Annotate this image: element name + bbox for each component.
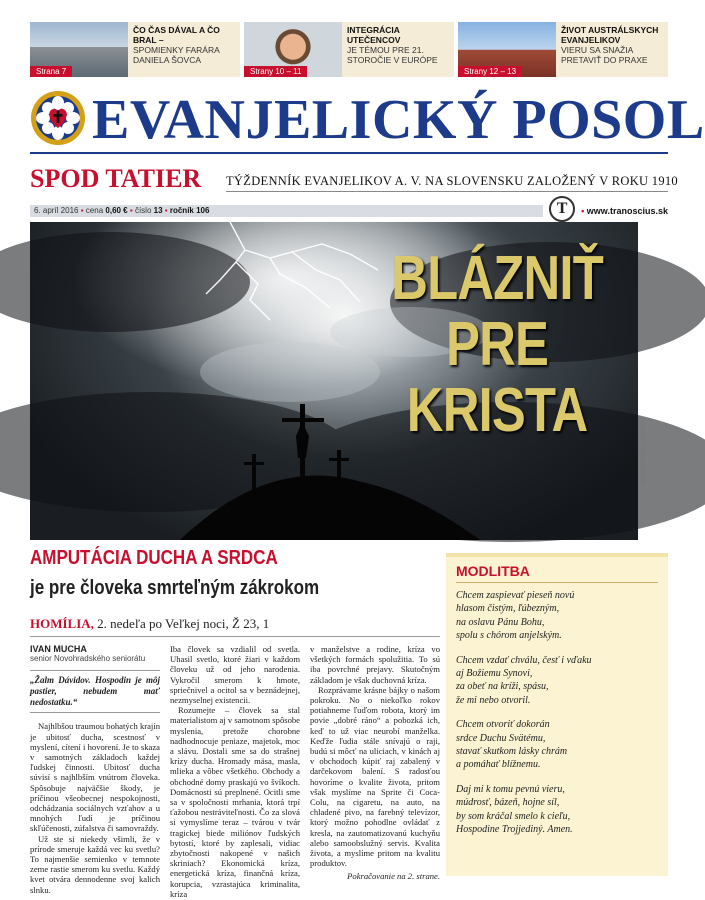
prayer-line: aj Božiemu Synovi, <box>456 668 533 680</box>
issue-price-label: cena <box>85 206 104 215</box>
prayer-line: Daj mi k tomu pevnú vieru, <box>456 783 565 795</box>
paragraph: Už ste si niekedy všimli, že v prírode smeruje každá vec ku svetlu? To najmenšie semienko v temnote zeme rastie smerom ku svetlu. Každý kvet otvára dennodenne svoj kalich slnku. <box>30 833 160 895</box>
teaser-1-title: ČO ČAS DÁVAL A ČO BRAL – <box>133 25 220 45</box>
article-body <box>30 644 440 899</box>
teaser-3-body: VIERU SA SNAŽIA PRETAVIŤ DO PRAXE <box>561 45 648 65</box>
bullet-icon: ▪ <box>129 206 133 215</box>
prayer-line: a pomáhať blížnemu. <box>456 759 541 771</box>
teaser-2[interactable] <box>244 22 454 77</box>
subheading-row <box>30 164 678 194</box>
prayer-line: že mi nebo otvoril. <box>456 694 531 706</box>
prayer-line: Chcem otvoriť dokorán <box>456 719 550 731</box>
masthead <box>30 84 705 154</box>
newspaper-tagline: TÝŽDENNÍK EVANJELIKOV A. V. NA SLOVENSKU ZALOŽENÝ V ROKU 1910 <box>226 174 678 188</box>
prayer-stanza-3 <box>456 718 658 772</box>
teaser-3-title: ŽIVOT AUSTRÁLSKYCH EVANJELIKOV <box>561 25 659 45</box>
teaser-3[interactable] <box>458 22 668 77</box>
homily-reference: 2. nedeľa po Veľkej noci, Ž 23, 1 <box>97 616 270 631</box>
prayer-line: Chcem vzdať chválu, česť i vďaku <box>456 654 592 666</box>
article-column-1 <box>30 644 160 895</box>
headline-line-2: PRE <box>445 310 548 379</box>
tranoscius-logo: T <box>549 196 575 222</box>
teaser-1-page: Strana 7 <box>30 66 72 77</box>
teaser-1-text <box>128 22 240 77</box>
teaser-2-thumbnail <box>244 22 342 77</box>
article-column-2 <box>170 644 300 899</box>
website-link[interactable]: www.tranoscius.sk <box>586 206 668 216</box>
headline-line-3: KRISTA <box>406 376 588 445</box>
bullet-icon: ▪ <box>80 206 84 215</box>
teaser-3-page: Strany 12 – 13 <box>458 66 522 77</box>
prayer-line: by som kráčal smelo k cieľu, <box>456 810 571 822</box>
article-column-3 <box>310 644 440 882</box>
paragraph: Rozprávame krásne bájky o našom pokroku. No o niekoľko rokov potiahneme ľuďom robota, ktorý im povie „dobré ráno“ a pobozká ich, keď to už viac neurobí manželka. Keďže ľudia stále snívajú o raji, budú si môcť na uliciach, v kinách aj v obchodoch kúpiť raj zabalený v darčekovom balení. S radosťou hovoríme o kvalite života, pritom však myslíme na Sprite či Coca-Colu, na cigaretu, na auto, na chladené pivo, na farebný televízor, ktorý možno pohodlne ovládať z kresla, na zautomatizovanú kuchyňu alebo samoobslužný servis. Kvalita života, a myslíme pritom na kvalitu produktov. <box>310 684 440 869</box>
author-name: IVAN MUCHA <box>30 644 87 654</box>
teaser-1[interactable] <box>30 22 240 77</box>
prayer-stanza-1 <box>456 589 658 643</box>
teaser-strip <box>30 22 668 77</box>
prayer-line: za obeť na kríži, spásu, <box>456 681 549 693</box>
bullet-icon: ▪ <box>164 206 168 215</box>
issue-info <box>30 205 543 217</box>
paragraph: Rozumejte – človek sa stal materialistom aj v samotnom spôsobe myslenia, pretože chorobne nadhodnocuje peniaze, majetok, moc a slávu. Dostali sme sa do strašnej krízy ducha. Hromady mäsa, masla, mlieka a vôbec všetkého. Obchody a obchodné domy praskajú vo švíkoch. Domácnosti sú preplnené. Ocitli sme sa v spoločnosti mrhania, ktorá trpí ťažobou nestráviteľnosti. Čo za slová si vymyslíme teraz – tvárou v tvár tragickej biede miliónov ľudských bytostí, ktoré by zaplesali, vidiac zbytočnosti nakopené v našich skriniach? Ekonomická kríza, energetická kríza, finančná kríza, korupcia, vzrastajúca kriminalita, kríza <box>170 705 300 899</box>
prayer-line: srdce Duchu Svätému, <box>456 732 546 744</box>
prayer-stanza-2 <box>456 654 658 708</box>
teaser-2-page: Strany 10 – 11 <box>244 66 307 77</box>
publisher-website[interactable] <box>581 206 668 216</box>
paragraph: Najhlbšou traumou bohatých krajín je ubitosť ducha, scestnosť v myslení, cítení i hovorení. Je to skaza v samotných základoch každej ľudskej činnosti. Ubitosť ducha súvisí s najhlbším vnútrom človeka. Spôsobuje najväčšie škody, je príčinou všeobecnej nespokojnosti, odchádzania sociálnych vzťahov a u mnohých ľudí je príčinou skľúčenosti, zúfalstva či samovraždy. <box>30 721 160 834</box>
teaser-1-thumbnail <box>30 22 128 77</box>
author-role: senior Novohradského seniorátu <box>30 654 146 664</box>
issue-volume: ročník 106 <box>169 206 210 215</box>
homily-label: HOMÍLIA, <box>30 616 94 631</box>
teaser-3-thumbnail <box>458 22 556 77</box>
bullet-icon: ▪ <box>581 206 585 216</box>
prayer-line: spolu s chórom anjelským. <box>456 630 562 642</box>
continued-note[interactable]: Pokračovanie na 2. strane. <box>347 871 440 882</box>
teaser-2-body: JE TÉMOU PRE 21. STOROČIE V EURÓPE <box>347 45 438 65</box>
prayer-box <box>446 553 668 876</box>
article-subtitle: je pre človeka smrteľným zákrokom <box>30 577 320 599</box>
tagline-rule <box>226 191 668 192</box>
prayer-line: Hospodine Trojjediný. Amen. <box>456 824 573 836</box>
paragraph: v manželstve a rodine, kríza vo všetkých formách spolužitia. To sú iba povrchné prejavy. Skutočným základom je však duchovná kríza. <box>310 644 440 685</box>
paragraph: Iba človek sa vzdialil od svetla. Uhasil svetlo, ktoré žiari v každom človeku už od jeho narodenia. Vykročil smerom k hmote, spriečnivel a ocitol sa v beznádejnej, nezmyselnej existencii. <box>170 644 300 706</box>
issue-number: 13 <box>153 206 163 215</box>
article-title: AMPUTÁCIA DUCHA A SRDCA <box>30 547 278 569</box>
prayer-line: stavať skutkom lásky chrám <box>456 746 568 758</box>
newspaper-title: EVANJELICKÝ POSOL <box>92 89 705 151</box>
newspaper-subtitle: SPOD TATIER <box>30 164 202 193</box>
prayer-line: Chcem zaspievať pieseň novú <box>456 590 575 601</box>
prayer-title: MODLITBA <box>456 563 658 583</box>
issue-info-bar <box>30 200 668 218</box>
issue-price: 0,60 € <box>105 206 128 215</box>
teaser-3-text <box>556 22 668 77</box>
headline-line-1: BLÁZNIŤ <box>391 244 603 313</box>
prayer-line: hlasom čistým, ľúbezným, <box>456 603 560 615</box>
prayer-line: na oslavu Pánu Bohu, <box>456 616 545 628</box>
scripture-quote: „Žalm Dávidov. Hospodin je môj pastier, nebudem mať nedostatku.“ <box>30 670 160 713</box>
teaser-2-title: INTEGRÁCIA UTEČENCOV <box>347 25 401 45</box>
teaser-1-body: SPOMIENKY FARÁRA DANIELA ŠOVCA <box>133 45 220 65</box>
luther-rose-icon <box>30 90 86 146</box>
teaser-2-text <box>342 22 454 77</box>
prayer-line: múdrosť, bázeň, hojne síl, <box>456 797 560 809</box>
cover-headline <box>368 246 626 444</box>
photo-credit: Ilustračné foto: 123rf.com <box>641 416 647 484</box>
cover-photo <box>30 222 638 540</box>
issue-date: 6. apríl 2016 <box>34 206 79 215</box>
issue-number-label: číslo <box>134 206 152 215</box>
prayer-stanza-4 <box>456 783 658 837</box>
homily-heading <box>30 616 440 637</box>
